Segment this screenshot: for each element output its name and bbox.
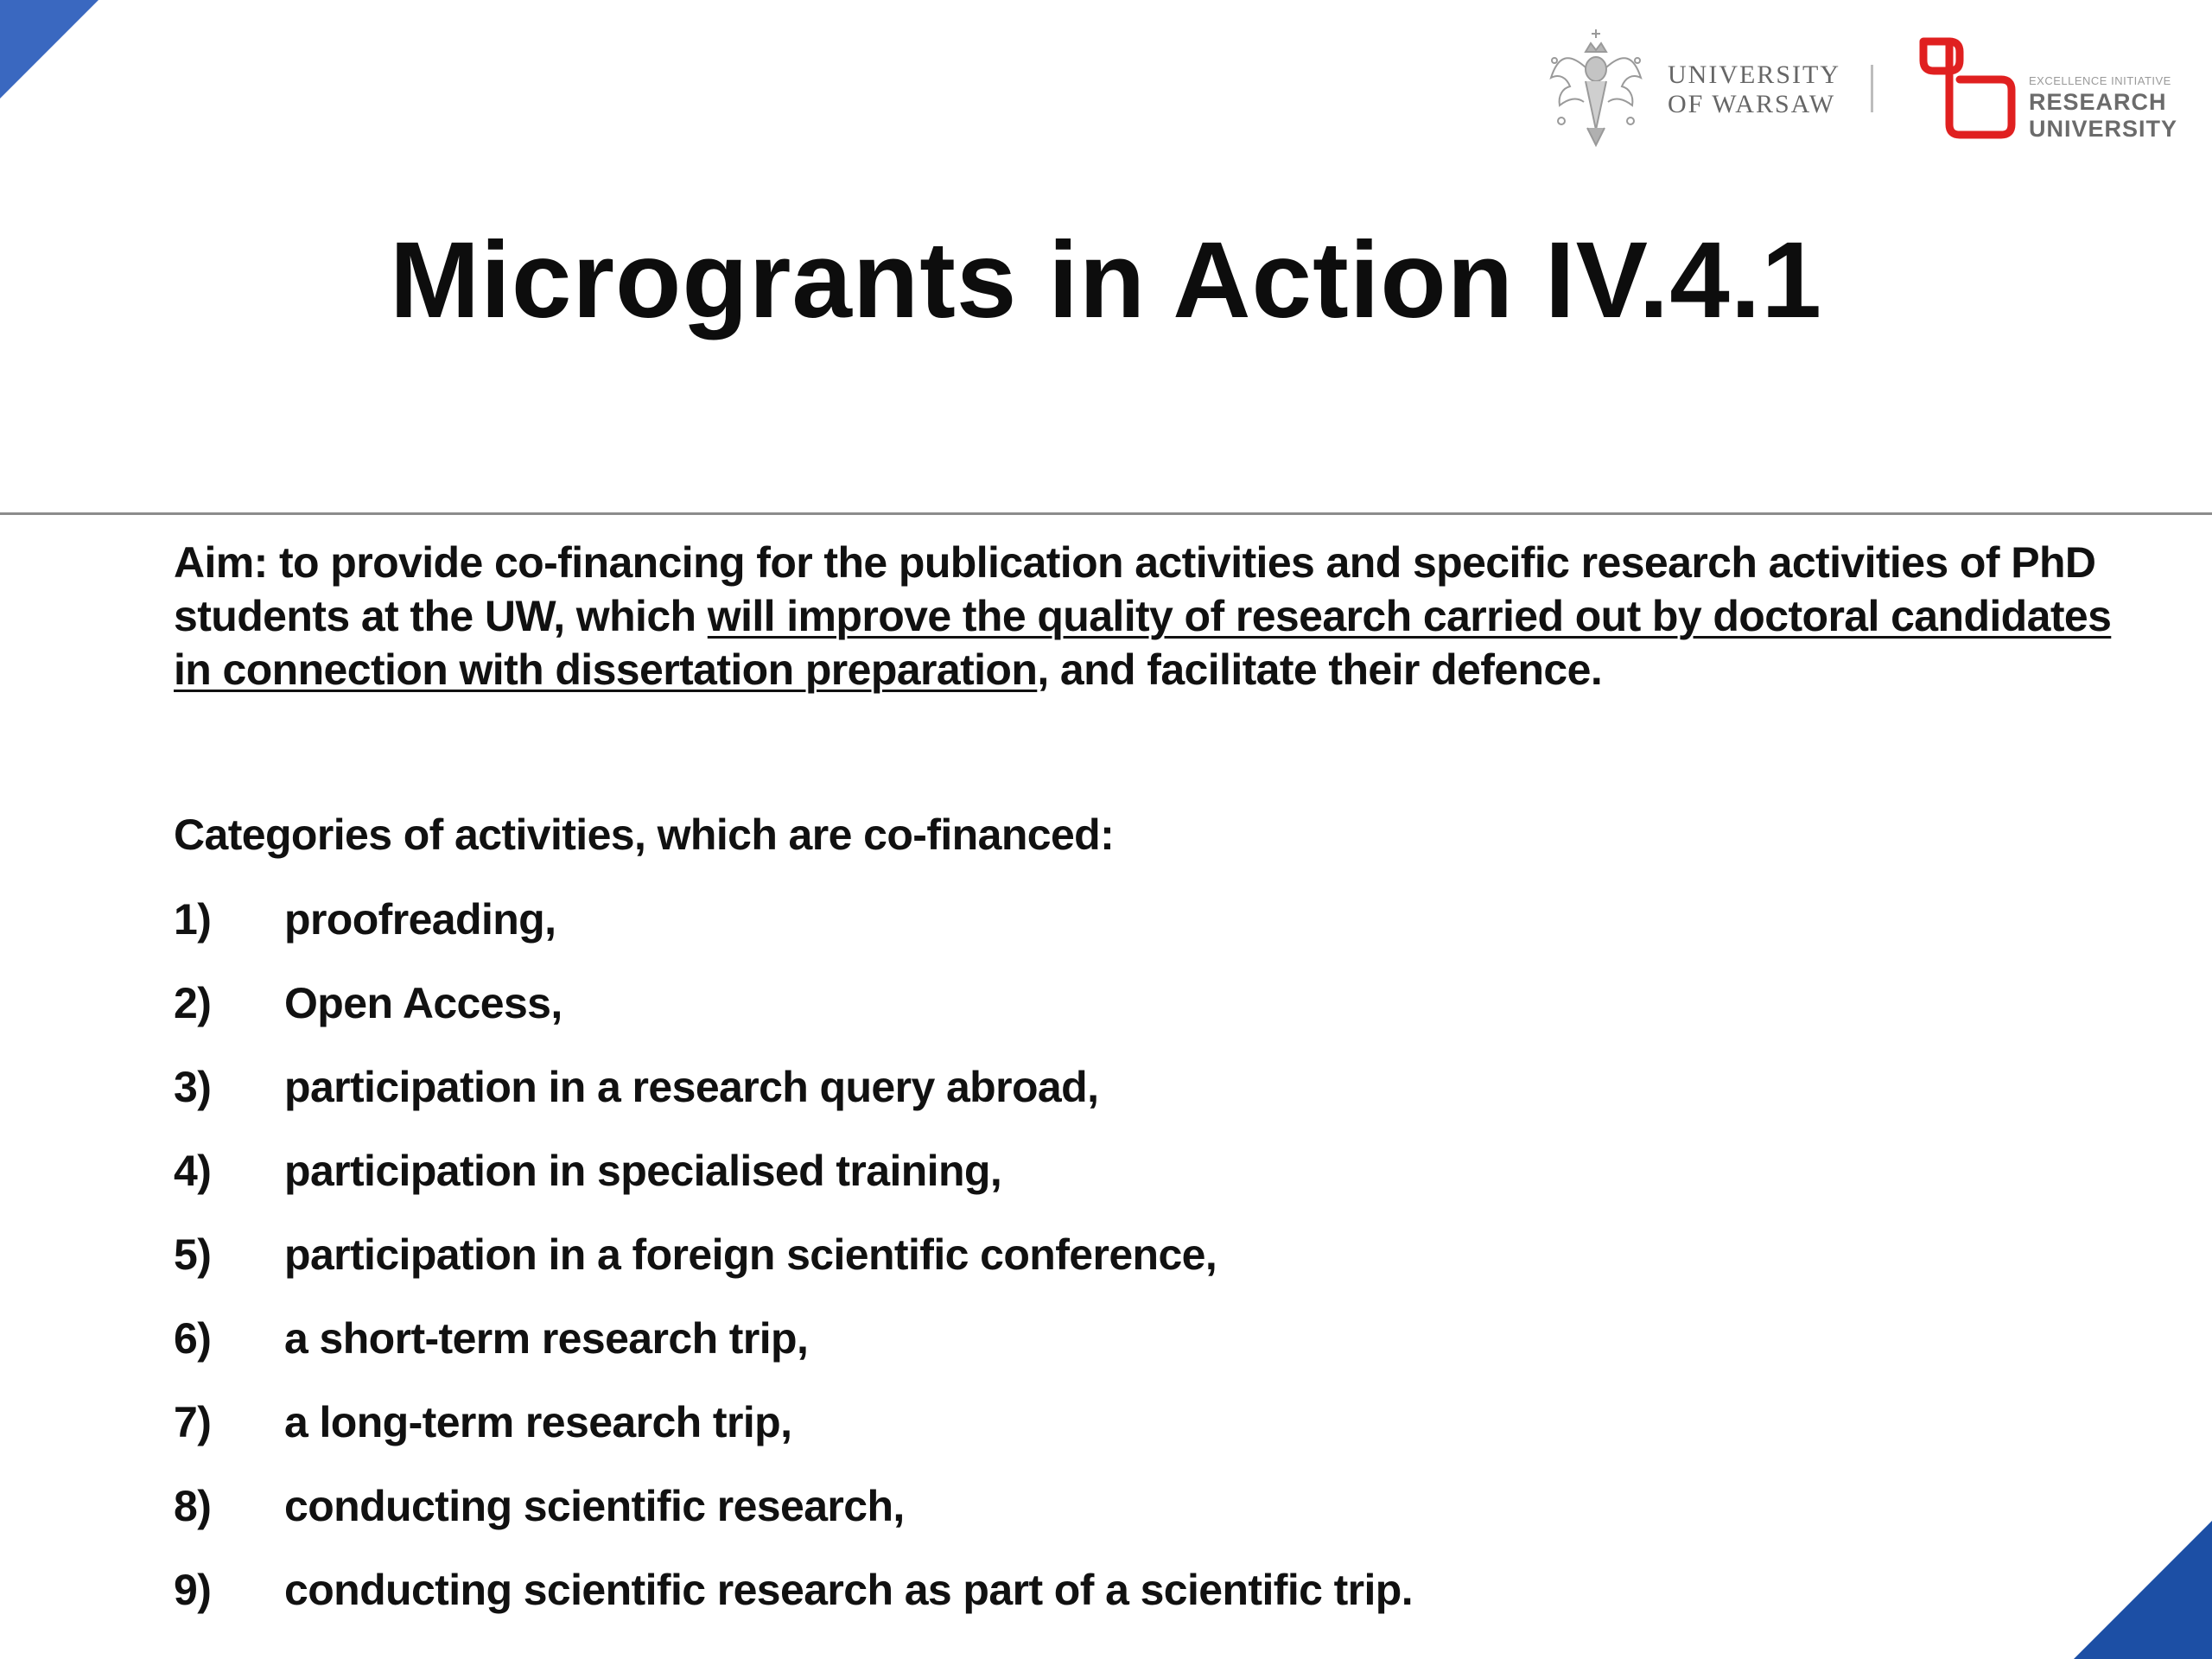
aim-text-underlined: will improve the quality of research carried out by doctoral candidates in connection with dissertation preparation bbox=[174, 592, 2112, 694]
list-item-label: participation in specialised training, bbox=[284, 1147, 1002, 1195]
list-item-label: conducting scientific research, bbox=[284, 1482, 905, 1530]
idub-wordmark bbox=[2029, 73, 2177, 143]
header-logos bbox=[1542, 26, 2178, 151]
list-item-number: 4) bbox=[174, 1147, 212, 1195]
eagle-emblem-icon bbox=[1542, 26, 1650, 151]
list-item-number: 3) bbox=[174, 1063, 212, 1111]
categories-heading: Categories of activities, which are co-financed: bbox=[174, 810, 1115, 859]
list-item-number: 1) bbox=[174, 895, 212, 944]
page-title: Microgrants in Action IV.4.1 bbox=[389, 220, 1822, 340]
list-item-label: a short-term research trip, bbox=[284, 1314, 809, 1363]
list-item-number: 8) bbox=[174, 1482, 212, 1530]
corner-accent-top-left bbox=[0, 0, 99, 99]
title-divider bbox=[0, 512, 2212, 515]
list-item-label: proofreading, bbox=[284, 895, 556, 944]
list-item-label: Open Access, bbox=[284, 979, 563, 1027]
list-item-number: 6) bbox=[174, 1314, 212, 1363]
uw-wordmark-line1: UNIVERSITY bbox=[1668, 60, 1840, 89]
idub-wordmark-line2: UNIVERSITY bbox=[2029, 116, 2178, 142]
list-item-number: 7) bbox=[174, 1398, 212, 1446]
uw-wordmark bbox=[1668, 60, 1840, 119]
list-item-label: conducting scientific research as part of a scientific trip. bbox=[284, 1566, 1414, 1614]
uw-wordmark-line2: OF WARSAW bbox=[1668, 90, 1836, 118]
idub-mark-icon bbox=[1916, 35, 2020, 143]
idub-wordmark-small: EXCELLENCE INITIATIVE bbox=[2029, 74, 2171, 87]
list-item-label: a long-term research trip, bbox=[284, 1398, 792, 1446]
logo-divider bbox=[1871, 65, 1873, 112]
list-item-number: 9) bbox=[174, 1566, 212, 1614]
list-item-number: 2) bbox=[174, 979, 212, 1027]
aim-text-suffix: , and facilitate their defence. bbox=[1037, 645, 1603, 694]
corner-accent-bottom-right bbox=[2074, 1521, 2212, 1659]
aim-paragraph bbox=[174, 536, 2126, 696]
aim-text-prefix: Aim: to provide co-financing for the publication activities and specific research activities of PhD students at the UW, which bbox=[174, 538, 2096, 640]
list-item-label: participation in a research query abroad, bbox=[284, 1063, 1099, 1111]
list-item-number: 5) bbox=[174, 1230, 212, 1279]
list-item-label: participation in a foreign scientific conference, bbox=[284, 1230, 1217, 1279]
idub-wordmark-line1: RESEARCH bbox=[2029, 89, 2167, 115]
